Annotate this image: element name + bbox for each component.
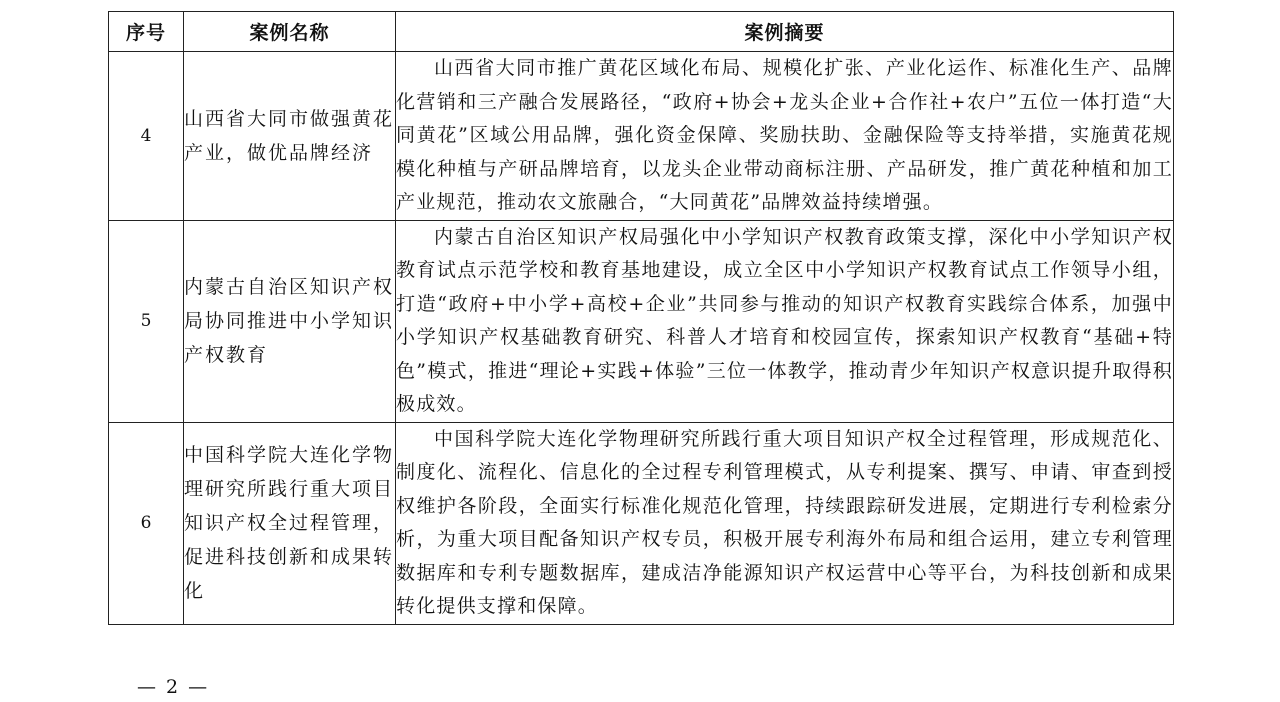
- table-row: [109, 52, 1174, 221]
- header-case-name: 案例名称: [184, 12, 396, 52]
- case-name: 中国科学院大连化学物理研究所践行重大项目知识产权全过程管理，促进科技创新和成果转化: [184, 422, 396, 624]
- table-header-row: [109, 12, 1174, 52]
- case-summary: 中国科学院大连化学物理研究所践行重大项目知识产权全过程管理，形成规范化、制度化、流程化、信息化的全过程专利管理模式，从专利提案、撰写、申请、审查到授权维护各阶段，全面实行标准化规范化管理，持续跟踪研发进展，定期进行专利检索分析，为重大项目配备知识产权专员，积极开展专利海外布局和组合运用，建立专利管理数据库和专利专题数据库，建成洁净能源知识产权运营中心等平台，为科技创新和成果转化提供支撑和保障。: [396, 422, 1174, 624]
- case-name: 山西省大同市做强黄花产业，做优品牌经济: [184, 52, 396, 221]
- header-case-summary: 案例摘要: [396, 12, 1174, 52]
- case-name: 内蒙古自治区知识产权局协同推进中小学知识产权教育: [184, 220, 396, 422]
- case-summary: 内蒙古自治区知识产权局强化中小学知识产权教育政策支撑，深化中小学知识产权教育试点示范学校和教育基地建设，成立全区中小学知识产权教育试点工作领导小组，打造“政府+中小学+高校+企业”共同参与推动的知识产权教育实践综合体系，加强中小学知识产权基础教育研究、科普人才培育和校园宣传，探索知识产权教育“基础+特色”模式，推进“理论+实践+体验”三位一体教学，推动青少年知识产权意识提升取得积极成效。: [396, 220, 1174, 422]
- table-row: [109, 422, 1174, 624]
- case-summary: 山西省大同市推广黄花区域化布局、规模化扩张、产业化运作、标准化生产、品牌化营销和三产融合发展路径，“政府+协会+龙头企业+合作社+农户”五位一体打造“大同黄花”区域公用品牌，强化资金保障、奖励扶助、金融保险等支持举措，实施黄花规模化种植与产研品牌培育，以龙头企业带动商标注册、产品研发，推广黄花种植和加工产业规范，推动农文旅融合，“大同黄花”品牌效益持续增强。: [396, 52, 1174, 221]
- row-number: 5: [109, 220, 184, 422]
- row-number: 4: [109, 52, 184, 221]
- page-number: — 2 —: [137, 676, 210, 698]
- header-serial-number: 序号: [109, 12, 184, 52]
- cases-table: [108, 11, 1174, 625]
- row-number: 6: [109, 422, 184, 624]
- table-row: [109, 220, 1174, 422]
